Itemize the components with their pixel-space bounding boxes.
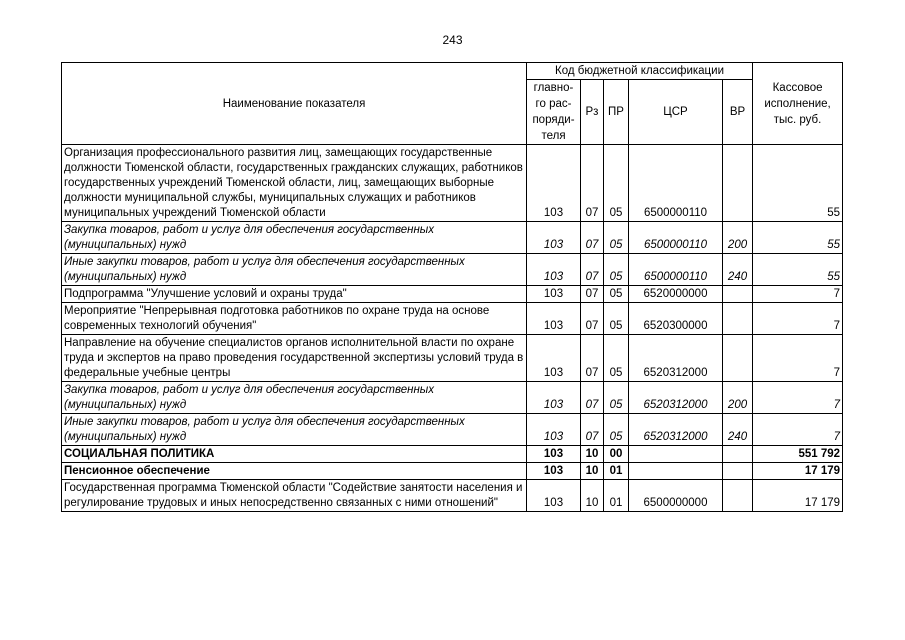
row-name: Иные закупки товаров, работ и услуг для обеспечения государственных (муниципальных) нужд [62,414,527,446]
row-vr [723,335,753,382]
row-rz: 10 [581,446,604,463]
row-rz: 07 [581,335,604,382]
row-pr: 05 [604,414,629,446]
row-sum: 17 179 [753,463,843,480]
table-row [62,145,843,222]
row-name: Подпрограмма "Улучшение условий и охраны труда" [62,286,527,303]
row-name: Организация профессионального развития лиц, замещающих государственные должности Тюменской области, государственных гражданских служащих, работников государственных учреждений Тюменской области, лиц, замещающих выборные должности муниципальной службы, муниципальных служащих и работников муниципальных учреждений Тюменской области [62,145,527,222]
row-glavn: 103 [527,480,581,512]
header-name: Наименование показателя [62,63,527,145]
header-rz: Рз [581,80,604,145]
row-sum: 7 [753,414,843,446]
table-row [62,446,843,463]
header-vr: ВР [723,80,753,145]
row-vr: 240 [723,254,753,286]
row-pr: 00 [604,446,629,463]
row-name: СОЦИАЛЬНАЯ ПОЛИТИКА [62,446,527,463]
header-sum: Кассовое исполнение, тыс. руб. [753,63,843,145]
row-csr: 6500000110 [629,254,723,286]
row-pr: 01 [604,463,629,480]
row-sum: 7 [753,303,843,335]
row-pr: 05 [604,335,629,382]
table-row [62,382,843,414]
row-vr: 200 [723,382,753,414]
row-glavn: 103 [527,286,581,303]
row-sum: 7 [753,382,843,414]
row-glavn: 103 [527,463,581,480]
row-glavn: 103 [527,446,581,463]
row-vr: 240 [723,414,753,446]
row-name: Мероприятие "Непрерывная подготовка работников по охране труда на основе современных технологий обучения" [62,303,527,335]
header-code-group: Код бюджетной классификации [527,63,753,80]
table-row [62,335,843,382]
row-rz: 07 [581,145,604,222]
header-glavn: главно-го рас-поряди-теля [527,80,581,145]
row-glavn: 103 [527,303,581,335]
row-glavn: 103 [527,145,581,222]
row-rz: 07 [581,382,604,414]
row-name: Государственная программа Тюменской области "Содействие занятости населения и регулирование трудовых и иных непосредственно связанных с ними отношений" [62,480,527,512]
row-pr: 05 [604,382,629,414]
row-pr: 01 [604,480,629,512]
row-sum: 55 [753,222,843,254]
row-name: Направление на обучение специалистов органов исполнительной власти по охране труда и экспертов на право проведения государственной экспертизы условий труда в федеральные учебные центры [62,335,527,382]
row-glavn: 103 [527,414,581,446]
row-rz: 07 [581,303,604,335]
row-rz: 07 [581,222,604,254]
table-row [62,480,843,512]
row-vr [723,286,753,303]
row-vr: 200 [723,222,753,254]
row-vr [723,463,753,480]
table-row [62,222,843,254]
row-csr: 6520300000 [629,303,723,335]
row-sum: 7 [753,335,843,382]
row-pr: 05 [604,222,629,254]
table-row [62,463,843,480]
table-body [62,145,843,512]
page-number: 243 [442,33,463,47]
row-glavn: 103 [527,222,581,254]
row-sum: 7 [753,286,843,303]
row-rz: 10 [581,463,604,480]
row-rz: 07 [581,286,604,303]
row-pr: 05 [604,286,629,303]
header-csr: ЦСР [629,80,723,145]
row-csr: 6520000000 [629,286,723,303]
row-csr [629,446,723,463]
row-glavn: 103 [527,254,581,286]
row-vr [723,480,753,512]
budget-table [61,62,843,512]
row-glavn: 103 [527,335,581,382]
row-vr [723,446,753,463]
row-pr: 05 [604,303,629,335]
row-csr: 6520312000 [629,335,723,382]
row-sum: 55 [753,254,843,286]
table-row [62,254,843,286]
table-row [62,286,843,303]
row-csr: 6500000110 [629,145,723,222]
table-row [62,414,843,446]
row-csr: 6520312000 [629,414,723,446]
row-name: Иные закупки товаров, работ и услуг для обеспечения государственных (муниципальных) нужд [62,254,527,286]
row-name: Пенсионное обеспечение [62,463,527,480]
row-pr: 05 [604,254,629,286]
row-rz: 10 [581,480,604,512]
row-csr [629,463,723,480]
row-glavn: 103 [527,382,581,414]
row-csr: 6500000000 [629,480,723,512]
row-sum: 55 [753,145,843,222]
row-rz: 07 [581,254,604,286]
row-pr: 05 [604,145,629,222]
row-sum: 17 179 [753,480,843,512]
row-name: Закупка товаров, работ и услуг для обеспечения государственных (муниципальных) нужд [62,222,527,254]
row-vr [723,145,753,222]
row-vr [723,303,753,335]
row-csr: 6500000110 [629,222,723,254]
header-pr: ПР [604,80,629,145]
row-csr: 6520312000 [629,382,723,414]
row-sum: 551 792 [753,446,843,463]
row-name: Закупка товаров, работ и услуг для обеспечения государственных (муниципальных) нужд [62,382,527,414]
table-row [62,303,843,335]
row-rz: 07 [581,414,604,446]
